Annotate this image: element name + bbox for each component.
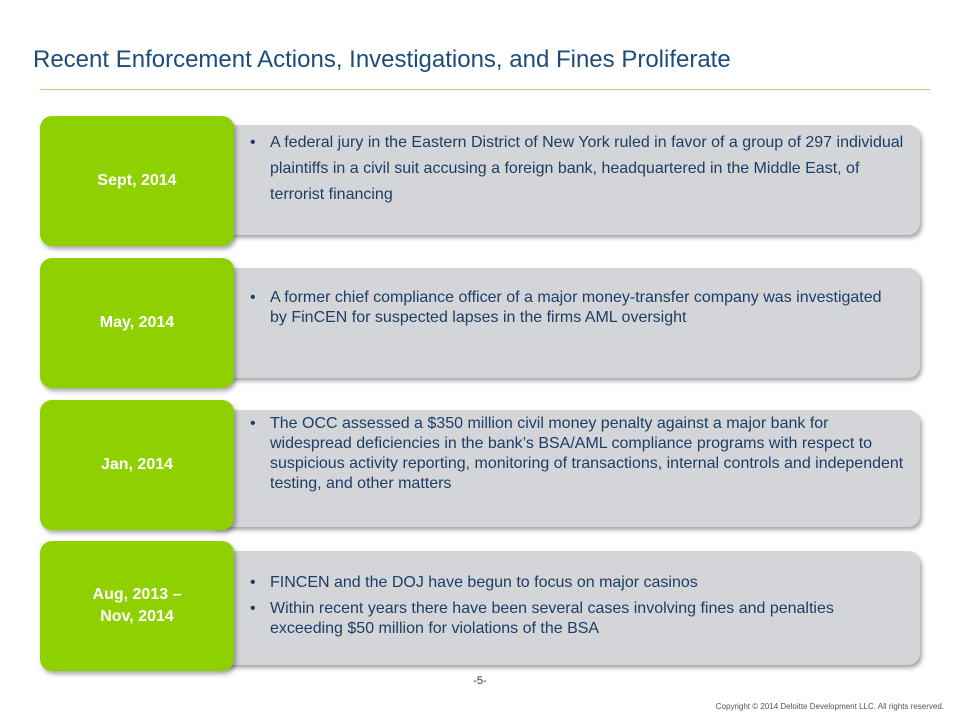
timeline-entry-aug-2013-nov-2014 <box>40 541 920 673</box>
copyright-notice: Copyright © 2014 Deloitte Development LLC. All rights reserved. <box>715 702 944 711</box>
entry-bullet-list <box>250 130 910 208</box>
entry-bullet-list <box>250 573 900 639</box>
entry-bullet: • A former chief compliance officer of a major money-transfer company was investigated by FinCEN for suspected lapses in the firms AML oversight <box>250 288 900 328</box>
timeline-entry-jan-2014 <box>40 400 920 532</box>
entry-date-box <box>40 541 234 671</box>
slide-title: Recent Enforcement Actions, Investigations, and Fines Proliferate <box>33 46 731 73</box>
entry-bullet-list <box>250 288 900 328</box>
entry-bullet: • The OCC assessed a $350 million civil money penalty against a major bank for widespread deficiencies in the bank’s BSA/AML compliance programs with respect to suspicious activity reporting, monitoring of transactions, internal controls and independent testing, and other matters <box>250 414 910 494</box>
page-number: -5- <box>473 675 487 687</box>
entry-date-label: Jan, 2014 <box>100 456 174 473</box>
timeline-entry-sept-2014 <box>40 116 920 248</box>
entry-date-label: May, 2014 <box>99 314 175 331</box>
entry-bullet: • Within recent years there have been several cases involving fines and penalties exceeding $50 million for violations of the BSA <box>250 599 900 639</box>
entry-bullet-list <box>250 414 910 494</box>
entry-date-label: Sept, 2014 <box>97 172 177 189</box>
title-divider <box>40 89 930 90</box>
entry-bullet: • FINCEN and the DOJ have begun to focus on major casinos <box>250 573 900 593</box>
entry-date-box <box>40 400 234 530</box>
entry-date-label: Nov, 2014 <box>100 608 174 625</box>
entry-date-box <box>40 116 234 246</box>
entry-bullet: • A federal jury in the Eastern District of New York ruled in favor of a group of 297 individual plaintiffs in a civil suit accusing a foreign bank, headquartered in the Middle East, of terrorist financing <box>250 130 910 208</box>
timeline-entry-may-2014 <box>40 258 920 390</box>
entry-date-box <box>40 258 234 388</box>
entry-date-label: Aug, 2013 – <box>92 586 182 603</box>
